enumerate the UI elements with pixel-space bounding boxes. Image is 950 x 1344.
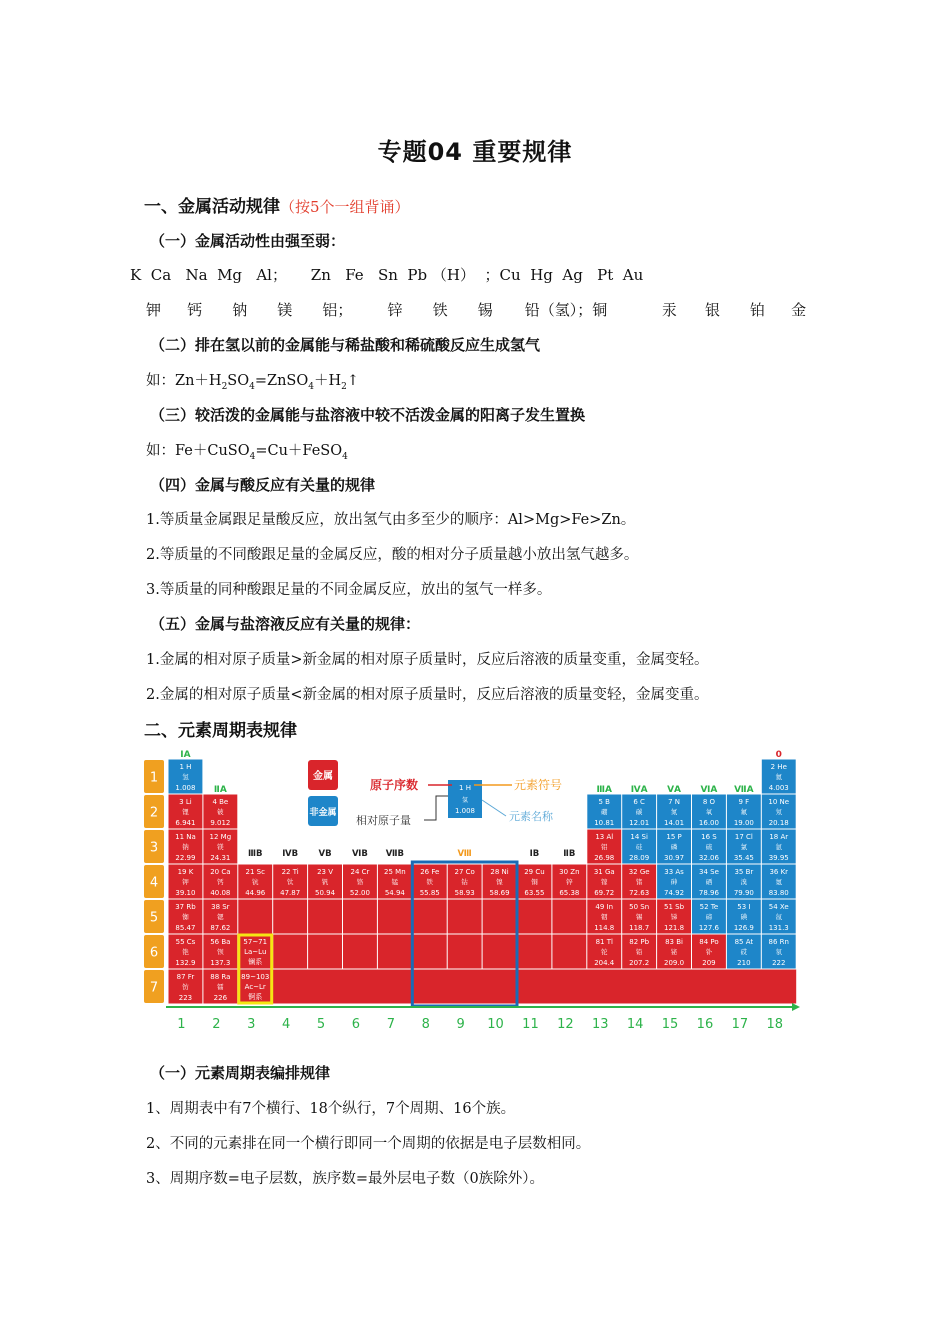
element-symbol: 26 Fe bbox=[420, 868, 440, 876]
element-symbol: 87 Fr bbox=[176, 973, 195, 981]
group-label-g6: ⅥB bbox=[352, 849, 368, 859]
lanthanide-label: 镧系 bbox=[248, 958, 263, 966]
pointer-name bbox=[482, 800, 506, 816]
element-mass: 20.18 bbox=[768, 819, 789, 827]
group-label-g2: ⅡA bbox=[213, 785, 227, 795]
element-mass: 6.941 bbox=[175, 819, 196, 827]
group-label-g12: ⅡB bbox=[563, 849, 576, 859]
element-mass: 121.8 bbox=[664, 924, 685, 932]
element-mass: 118.7 bbox=[629, 924, 650, 932]
element-cell-empty bbox=[238, 900, 272, 934]
subheading-2: （二）排在氢以前的金属能与稀盐酸和稀硫酸反应生成氢气 bbox=[150, 336, 541, 354]
period-number: 3 bbox=[149, 840, 159, 856]
period-number: 6 bbox=[149, 945, 159, 961]
element-symbol: 19 K bbox=[177, 868, 194, 876]
element-name: 砷 bbox=[670, 878, 678, 886]
element-cell-empty bbox=[273, 900, 307, 934]
element-mass: 114.8 bbox=[594, 924, 615, 932]
group-label-g16: ⅥA bbox=[700, 785, 718, 795]
column-number: 9 bbox=[456, 1017, 465, 1032]
ex3-sub: 4 bbox=[249, 451, 256, 462]
element-symbol: 29 Cu bbox=[524, 868, 545, 876]
element-name: 钛 bbox=[286, 878, 294, 886]
rule-4-1: 1.等质量金属跟足量酸反应，放出氢气由多至少的顺序：Al>Mg>Fe>Zn。 bbox=[146, 512, 636, 528]
element-symbol: 53 I bbox=[737, 903, 751, 911]
column-number: 17 bbox=[731, 1017, 749, 1032]
element-name: 铍 bbox=[217, 808, 224, 816]
metal-name: 银 bbox=[704, 301, 720, 319]
element-name: 磷 bbox=[670, 843, 678, 851]
element-name: 氮 bbox=[670, 808, 678, 816]
element-symbol: 8 O bbox=[702, 798, 716, 806]
element-mass: 209.0 bbox=[664, 959, 685, 967]
element-mass: 4.003 bbox=[768, 784, 789, 792]
ex3-sub: 4 bbox=[342, 451, 348, 462]
element-name: 碘 bbox=[740, 913, 748, 921]
group-label-g14: ⅣA bbox=[630, 785, 648, 795]
element-cell-empty bbox=[483, 935, 517, 969]
element-mass: 74.92 bbox=[664, 889, 685, 897]
section1-heading bbox=[144, 192, 410, 217]
element-name: 锂 bbox=[182, 808, 189, 816]
element-symbol: 12 Mg bbox=[209, 833, 232, 841]
element-name: 氦 bbox=[775, 773, 782, 781]
column-number: 15 bbox=[661, 1017, 679, 1032]
actinide-label: Ac~Lr bbox=[244, 983, 266, 991]
element-mass: 47.87 bbox=[280, 889, 301, 897]
element-mass: 131.3 bbox=[768, 924, 789, 932]
element-symbol: 24 Cr bbox=[350, 868, 370, 876]
element-mass: 72.63 bbox=[629, 889, 650, 897]
group-label-g7: ⅦB bbox=[385, 849, 404, 859]
element-symbol: 2 He bbox=[770, 763, 787, 771]
section1-note: （按5个一组背诵） bbox=[280, 198, 410, 216]
element-name: 氢 bbox=[182, 773, 189, 781]
element-name: 碲 bbox=[705, 913, 713, 921]
element-symbol: 6 C bbox=[633, 798, 645, 806]
element-mass: 35.45 bbox=[733, 854, 754, 862]
element-symbol: 51 Sb bbox=[664, 903, 685, 911]
actinide-label: 89~103 bbox=[241, 973, 270, 981]
element-name: 铟 bbox=[601, 913, 608, 921]
actinide-label: 锕系 bbox=[248, 993, 263, 1001]
element-mass: 1.008 bbox=[175, 784, 196, 792]
subheading-4: （四）金属与酸反应有关量的规律 bbox=[150, 476, 376, 494]
example-2 bbox=[146, 369, 359, 392]
subheading-s2-1: （一）元素周期表编排规律 bbox=[150, 1064, 331, 1082]
element-mass: 79.90 bbox=[733, 889, 754, 897]
element-symbol: 50 Sn bbox=[629, 903, 650, 911]
element-cell-empty bbox=[518, 935, 552, 969]
element-cell-empty bbox=[308, 935, 342, 969]
element-name: 碳 bbox=[635, 808, 643, 816]
element-mass: 209 bbox=[702, 959, 716, 967]
column-number: 6 bbox=[351, 1017, 361, 1032]
element-symbol: 82 Pb bbox=[629, 938, 650, 946]
element-cell-empty bbox=[273, 935, 307, 969]
rule-4-3: 3.等质量的同种酸跟足量的不同金属反应，放出的氢气一样多。 bbox=[146, 582, 552, 598]
element-symbol: 31 Ga bbox=[593, 868, 615, 876]
element-name: 硫 bbox=[705, 843, 713, 851]
element-name: 铬 bbox=[356, 878, 364, 886]
column-number: 2 bbox=[212, 1017, 221, 1032]
element-name: 砹 bbox=[740, 948, 748, 956]
legend-metal-label: 金属 bbox=[313, 771, 333, 782]
element-name: 镍 bbox=[496, 878, 503, 886]
element-symbol: 5 B bbox=[598, 798, 610, 806]
element-mass: 10.81 bbox=[594, 819, 615, 827]
rule-5-2: 2.金属的相对原子质量<新金属的相对原子质量时，反应后溶液的质量变轻，金属变重。 bbox=[146, 687, 709, 703]
element-symbol: 83 Bi bbox=[665, 938, 683, 946]
element-mass: 207.2 bbox=[629, 959, 650, 967]
element-name: 锡 bbox=[635, 913, 643, 921]
element-mass: 204.4 bbox=[594, 959, 615, 967]
column-number: 14 bbox=[626, 1017, 644, 1032]
element-mass: 28.09 bbox=[629, 854, 650, 862]
element-name: 铯 bbox=[182, 948, 189, 956]
rule-5-1: 1.金属的相对原子质量>新金属的相对原子质量时，反应后溶液的质量变重，金属变轻。 bbox=[146, 652, 709, 668]
group-label-g4: ⅣB bbox=[282, 849, 299, 859]
element-name: 铷 bbox=[182, 913, 189, 921]
element-name: 硅 bbox=[635, 843, 643, 851]
group-label-g11: ⅠB bbox=[529, 849, 540, 859]
element-symbol: 38 Sr bbox=[211, 903, 230, 911]
element-symbol: 35 Br bbox=[734, 868, 754, 876]
element-mass: 54.94 bbox=[384, 889, 405, 897]
period-number: 4 bbox=[149, 875, 159, 891]
element-cell-empty bbox=[483, 900, 517, 934]
metal-name: 金 bbox=[791, 301, 807, 319]
element-mass: 63.55 bbox=[524, 889, 545, 897]
label-atomic-number: 原子序数 bbox=[370, 778, 419, 792]
lanthanide-label: 57~71 bbox=[243, 938, 268, 946]
element-mass: 26.98 bbox=[594, 854, 615, 862]
element-mass: 40.08 bbox=[210, 889, 231, 897]
element-symbol: 32 Ge bbox=[628, 868, 650, 876]
element-name: 铊 bbox=[601, 948, 608, 956]
ex2-text: ＋H bbox=[313, 373, 342, 389]
element-cell-empty bbox=[413, 935, 447, 969]
element-name: 硼 bbox=[601, 808, 608, 816]
ex2-sub: 4 bbox=[308, 381, 314, 392]
periodic-table bbox=[142, 748, 806, 1038]
group-label-g1: ⅠA bbox=[180, 750, 191, 760]
element-symbol: 34 Se bbox=[699, 868, 719, 876]
element-symbol: 85 At bbox=[734, 938, 754, 946]
element-symbol: 25 Mn bbox=[384, 868, 406, 876]
metal-name: 铅（氢）；铜 bbox=[524, 301, 608, 319]
rule-s2-3: 3、周期序数=电子层数，族序数=最外层电子数（0族除外）。 bbox=[146, 1171, 544, 1187]
element-mass: 137.3 bbox=[210, 959, 231, 967]
column-number: 11 bbox=[522, 1017, 539, 1032]
element-mass: 22.99 bbox=[175, 854, 196, 862]
metal-name: 钾 bbox=[146, 301, 162, 319]
column-number: 8 bbox=[421, 1017, 430, 1032]
metal-symbols: K Ca Na Mg Al； Zn Fe Sn Pb （H） ；Cu Hg Ag Pt Au bbox=[130, 266, 644, 284]
period-number: 2 bbox=[149, 805, 159, 821]
element-mass: 87.62 bbox=[210, 924, 231, 932]
element-name: 钠 bbox=[182, 843, 189, 851]
element-cell-empty bbox=[343, 900, 377, 934]
lanthanide-label: La~Lu bbox=[244, 948, 267, 956]
label-element-name: 元素名称 bbox=[509, 810, 553, 823]
label-atomic-mass: 相对原子量 bbox=[356, 814, 411, 827]
element-name: 锶 bbox=[217, 913, 224, 921]
element-symbol: 84 Po bbox=[699, 938, 719, 946]
element-mass: 55.85 bbox=[419, 889, 440, 897]
element-name: 氖 bbox=[775, 808, 782, 816]
element-mass: 78.96 bbox=[698, 889, 719, 897]
element-mass: 39.10 bbox=[175, 889, 196, 897]
element-mass: 9.012 bbox=[210, 819, 231, 827]
element-symbol: 56 Ba bbox=[210, 938, 231, 946]
column-number: 18 bbox=[766, 1017, 784, 1032]
element-cell-empty bbox=[448, 935, 482, 969]
subheading-5: （五）金属与盐溶液反应有关量的规律： bbox=[150, 615, 421, 633]
element-symbol: 81 Tl bbox=[595, 938, 613, 946]
element-mass: 24.31 bbox=[210, 854, 231, 862]
page-title: 专题04 重要规律 bbox=[377, 138, 573, 166]
element-mass: 69.72 bbox=[594, 889, 615, 897]
element-cell-empty bbox=[378, 900, 412, 934]
element-symbol: 17 Cl bbox=[734, 833, 753, 841]
element-symbol: 27 Co bbox=[454, 868, 475, 876]
subheading-3: （三）较活泼的金属能与盐溶液中较不活泼金属的阳离子发生置换 bbox=[150, 406, 586, 424]
element-cell-empty bbox=[343, 935, 377, 969]
element-cell-empty bbox=[552, 935, 586, 969]
column-axis-arrow bbox=[792, 1003, 800, 1011]
group-label-g13: ⅢA bbox=[596, 785, 612, 795]
element-name: 氟 bbox=[740, 808, 748, 816]
legend-nonmetal-label: 非金属 bbox=[309, 808, 337, 818]
group-label-g5: ⅤB bbox=[318, 849, 332, 859]
element-symbol: 1 H bbox=[179, 763, 192, 771]
column-number: 5 bbox=[316, 1017, 326, 1032]
label-element-symbol: 元素符号 bbox=[514, 778, 563, 792]
ex2-sub: 2 bbox=[221, 381, 228, 392]
element-symbol: 37 Rb bbox=[175, 903, 196, 911]
element-symbol: 9 F bbox=[738, 798, 750, 806]
element-mass: 58.93 bbox=[454, 889, 475, 897]
element-name: 硒 bbox=[705, 878, 713, 886]
element-mass: 52.00 bbox=[349, 889, 370, 897]
element-mass: 50.94 bbox=[315, 889, 336, 897]
ex2-sub: 4 bbox=[249, 381, 255, 392]
element-cell-empty bbox=[308, 900, 342, 934]
element-mass: 85.47 bbox=[175, 924, 196, 932]
element-name: 铜 bbox=[531, 878, 538, 886]
element-name: 钫 bbox=[182, 983, 189, 991]
metal-name: 钙 bbox=[187, 301, 203, 319]
element-name: 镁 bbox=[217, 843, 224, 851]
ex2-text: ↑ bbox=[346, 373, 360, 389]
element-name: 锌 bbox=[566, 878, 573, 886]
element-symbol: 11 Na bbox=[175, 833, 196, 841]
element-mass: 39.95 bbox=[768, 854, 789, 862]
element-symbol: 15 P bbox=[666, 833, 682, 841]
element-symbol: 30 Zn bbox=[559, 868, 580, 876]
element-symbol: 18 Ar bbox=[769, 833, 789, 841]
element-name: 氡 bbox=[775, 948, 782, 956]
period-number: 5 bbox=[149, 910, 159, 926]
element-cell-empty bbox=[448, 900, 482, 934]
metal-names bbox=[146, 299, 821, 320]
metal-name: 锌 bbox=[387, 301, 403, 319]
element-symbol: 28 Ni bbox=[490, 868, 509, 876]
column-number: 4 bbox=[282, 1017, 291, 1032]
column-number: 1 bbox=[177, 1017, 186, 1032]
element-mass: 127.6 bbox=[698, 924, 719, 932]
ex2-sub: 2 bbox=[341, 381, 347, 392]
element-name: 氩 bbox=[775, 843, 782, 851]
element-name: 钴 bbox=[461, 878, 468, 886]
element-symbol: 22 Ti bbox=[281, 868, 299, 876]
group-label-g15: ⅤA bbox=[667, 785, 682, 795]
element-name: 溴 bbox=[740, 878, 748, 886]
element-symbol: 20 Ca bbox=[210, 868, 231, 876]
key-name: 氢 bbox=[461, 797, 469, 804]
element-cell-empty bbox=[378, 935, 412, 969]
element-name: 铁 bbox=[426, 878, 433, 886]
element-mass: 44.96 bbox=[245, 889, 266, 897]
element-symbol: 3 Li bbox=[179, 798, 192, 806]
element-symbol: 86 Rn bbox=[768, 938, 789, 946]
element-symbol: 7 N bbox=[668, 798, 681, 806]
element-name: 锰 bbox=[391, 878, 399, 886]
column-number: 12 bbox=[557, 1017, 574, 1032]
period-number: 1 bbox=[149, 770, 159, 786]
element-name: 氪 bbox=[775, 878, 782, 886]
element-name: 钪 bbox=[252, 878, 259, 886]
element-mass: 226 bbox=[213, 994, 228, 1002]
key-top: 1 H bbox=[459, 784, 471, 792]
element-name: 铋 bbox=[670, 948, 678, 956]
element-symbol: 52 Te bbox=[699, 903, 719, 911]
element-mass: 16.00 bbox=[698, 819, 719, 827]
pointer-mass bbox=[424, 796, 448, 820]
element-mass: 19.00 bbox=[733, 819, 754, 827]
element-name: 氧 bbox=[705, 808, 713, 816]
group-label-g8: Ⅷ bbox=[457, 849, 472, 859]
metal-name: 镁 bbox=[277, 301, 293, 319]
element-name: 钒 bbox=[321, 878, 329, 886]
group-label-g18: 0 bbox=[775, 750, 782, 760]
element-name: 氙 bbox=[775, 913, 782, 921]
element-mass: 65.38 bbox=[559, 889, 580, 897]
element-symbol: 55 Cs bbox=[175, 938, 196, 946]
element-mass: 83.80 bbox=[768, 889, 789, 897]
element-name: 锗 bbox=[635, 878, 643, 886]
element-symbol: 4 Be bbox=[212, 798, 229, 806]
element-symbol: 23 V bbox=[317, 868, 334, 876]
column-number: 13 bbox=[591, 1017, 609, 1032]
ex3-text: 如：Fe＋CuSO bbox=[146, 443, 250, 459]
section2-heading: 二、元素周期表规律 bbox=[144, 721, 297, 741]
element-mass: 14.01 bbox=[664, 819, 685, 827]
element-symbol: 10 Ne bbox=[768, 798, 790, 806]
element-cell-empty bbox=[518, 900, 552, 934]
period-number: 7 bbox=[149, 980, 159, 996]
element-name: 氯 bbox=[740, 843, 748, 851]
metal-name: 汞 bbox=[661, 301, 677, 319]
element-name: 铅 bbox=[635, 948, 643, 956]
element-mass: 132.9 bbox=[175, 959, 196, 967]
element-name: 锑 bbox=[670, 913, 678, 921]
element-name: 钡 bbox=[217, 948, 224, 956]
subheading-1: （一）金属活动性由强至弱： bbox=[150, 232, 346, 250]
element-name: 镓 bbox=[601, 878, 608, 886]
element-name: 钾 bbox=[182, 878, 189, 886]
column-number: 16 bbox=[696, 1017, 714, 1032]
metal-name: 铁 bbox=[432, 301, 448, 319]
rule-4-2: 2.等质量的不同酸跟足量的金属反应，酸的相对分子质量越小放出氢气越多。 bbox=[146, 547, 639, 563]
ex2-text: =ZnSO bbox=[254, 373, 309, 389]
rule-s2-1: 1、周期表中有7个横行、18个纵行，7个周期、16个族。 bbox=[146, 1101, 516, 1117]
example-3 bbox=[146, 439, 348, 462]
element-mass: 12.01 bbox=[629, 819, 650, 827]
element-symbol: 21 Sc bbox=[245, 868, 265, 876]
column-number: 3 bbox=[247, 1017, 256, 1032]
element-symbol: 14 Si bbox=[630, 833, 648, 841]
group-label-g3: ⅢB bbox=[247, 849, 263, 859]
element-symbol: 16 S bbox=[701, 833, 717, 841]
element-symbol: 49 In bbox=[595, 903, 614, 911]
element-mass: 58.69 bbox=[489, 889, 510, 897]
element-mass: 222 bbox=[772, 959, 786, 967]
element-symbol: 54 Xe bbox=[768, 903, 789, 911]
group-label-g17: ⅦA bbox=[734, 785, 754, 795]
column-number: 7 bbox=[386, 1017, 395, 1032]
element-symbol: 33 As bbox=[664, 868, 684, 876]
element-mass: 126.9 bbox=[733, 924, 754, 932]
element-name: 镭 bbox=[217, 983, 224, 991]
element-cell-empty bbox=[552, 900, 586, 934]
element-name: 铝 bbox=[601, 843, 608, 851]
element-mass: 30.97 bbox=[664, 854, 685, 862]
column-number: 10 bbox=[487, 1017, 504, 1032]
metal-name: 铝； bbox=[322, 301, 353, 319]
element-name: 钋 bbox=[705, 948, 713, 956]
ex2-text: SO bbox=[227, 373, 250, 389]
element-name: 钙 bbox=[217, 878, 224, 886]
element-mass: 210 bbox=[737, 959, 751, 967]
metal-name: 钠 bbox=[232, 301, 248, 319]
element-symbol: 36 Kr bbox=[769, 868, 789, 876]
ex2-text: 如：Zn＋H bbox=[146, 373, 222, 389]
element-symbol: 13 Al bbox=[595, 833, 614, 841]
section1-heading-text: 一、金属活动规律 bbox=[144, 197, 280, 217]
ex3-text: =Cu＋FeSO bbox=[255, 443, 343, 459]
element-symbol: 88 Ra bbox=[210, 973, 231, 981]
rule-s2-2: 2、不同的元素排在同一个横行即同一个周期的依据是电子层数相同。 bbox=[146, 1136, 591, 1152]
periodic-table-figure bbox=[142, 748, 806, 1038]
element-mass: 223 bbox=[178, 994, 193, 1002]
key-mass: 1.008 bbox=[454, 807, 476, 815]
metal-name: 锡 bbox=[477, 301, 493, 319]
element-mass: 32.06 bbox=[698, 854, 719, 862]
metal-name: 铂 bbox=[750, 301, 766, 319]
element-cell-empty bbox=[413, 900, 447, 934]
